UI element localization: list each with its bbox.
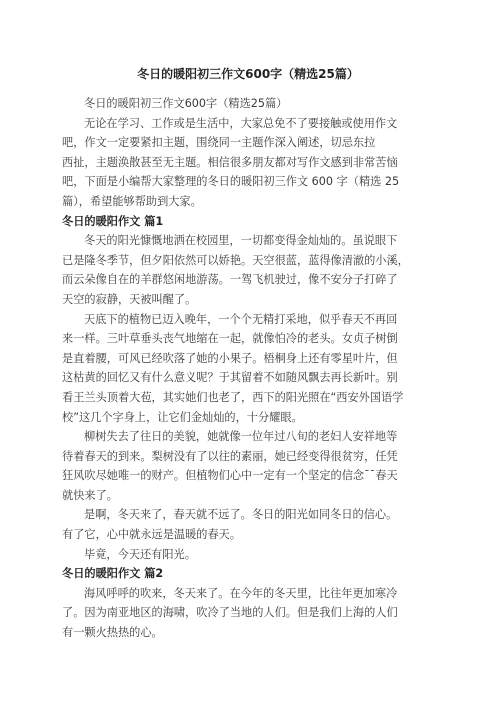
section-heading: 冬日的暖阳作文 篇2 bbox=[62, 567, 164, 581]
paragraph-line: 就快来了。 bbox=[62, 488, 118, 502]
paragraph-line: 待着春天的到来。梨树没有了以往的素丽，她已经变得很贫穷，任凭 bbox=[62, 449, 398, 463]
paragraph-line: 校”这几个字身上，让它们金灿灿的，十分耀眼。 bbox=[62, 410, 303, 424]
paragraph-line: 看王兰头顶着大苞，其实她们也老了，西下的阳光照在“西安外国语学 bbox=[62, 390, 404, 404]
paragraph-line: 来一样。三叶草垂头丧气地缩在一起，就像怕冷的老头。女贞子树倒 bbox=[62, 332, 398, 346]
paragraph-line: 冬天的阳光慷慨地洒在校园里，一切都变得金灿灿的。虽说眼下 bbox=[84, 234, 398, 248]
paragraph-line: 而云朵像自在的羊群悠闲地游荡。一驾飞机驶过，像不安分子打碎了 bbox=[62, 273, 398, 287]
paragraph-line: 吧，作文一定要紧扣主题，围绕同一主题作深入阐述，切忌东拉 bbox=[62, 136, 376, 150]
paragraph-line: 天空的寂静，天被叫醒了。 bbox=[62, 292, 197, 306]
paragraph-line: 西扯，主题涣散甚至无主题。相信很多朋友都对写作文感到非常苦恼 bbox=[62, 155, 398, 169]
paragraph-line: 篇），希望能够帮助到大家。 bbox=[62, 194, 202, 208]
paragraph-line: 有一颗火热热的心。 bbox=[62, 626, 163, 640]
paragraph-line: 狂风吹尽她唯一的财产。但植物们心中一定有一个坚定的信念¯¯春天 bbox=[62, 469, 398, 483]
document-title: 冬日的暖阳初三作文600字（精选25篇） bbox=[137, 67, 359, 81]
paragraph-line: 柳树失去了往日的美貌，她就像一位年过八旬的老妇人安祥地等 bbox=[84, 430, 398, 444]
paragraph-line: 有了它，心中就永远是温暖的春天。 bbox=[62, 528, 242, 542]
document-body bbox=[62, 94, 438, 643]
section-heading: 冬日的暖阳作文 篇1 bbox=[62, 214, 164, 228]
paragraph-line: 无论在学习、工作或是生活中，大家总免不了要接触或使用作文 bbox=[84, 116, 398, 130]
paragraph-line: 冬日的暖阳初三作文600字（精选25篇） bbox=[84, 97, 288, 110]
paragraph-line: 天底下的植物已迈入晚年，一个个无精打采地，似乎春天不再回 bbox=[84, 312, 398, 326]
paragraph-line: 吧，下面是小编帮大家整理的冬日的暖阳初三作文 600 字（精选 25 bbox=[62, 175, 400, 189]
paragraph-line: 已是隆冬季节，但夕阳依然可以娇艳。天空很蓝，蓝得像清澈的小溪， bbox=[62, 253, 409, 267]
paragraph-line: 毕竟，今天还有阳光。 bbox=[84, 547, 196, 561]
paragraph-line: 是啊，冬天来了，春天就不远了。冬日的阳光如同冬日的信心。 bbox=[84, 508, 398, 522]
paragraph-line: 这枯黄的回忆又有什么意义呢？于其留着不如随风飘去再长新叶。别 bbox=[62, 371, 398, 385]
paragraph-line: 了。因为南亚地区的海啸，吹冷了当地的人们。但是我们上海的人们 bbox=[62, 606, 398, 620]
paragraph-line: 海风呼呼的吹来，冬天来了。在今年的冬天里，比往年更加寒冷 bbox=[84, 586, 398, 600]
paragraph-line: 是直着腰，可风已经吹落了她的小果子。梧桐身上还有零星叶片，但 bbox=[62, 351, 398, 365]
